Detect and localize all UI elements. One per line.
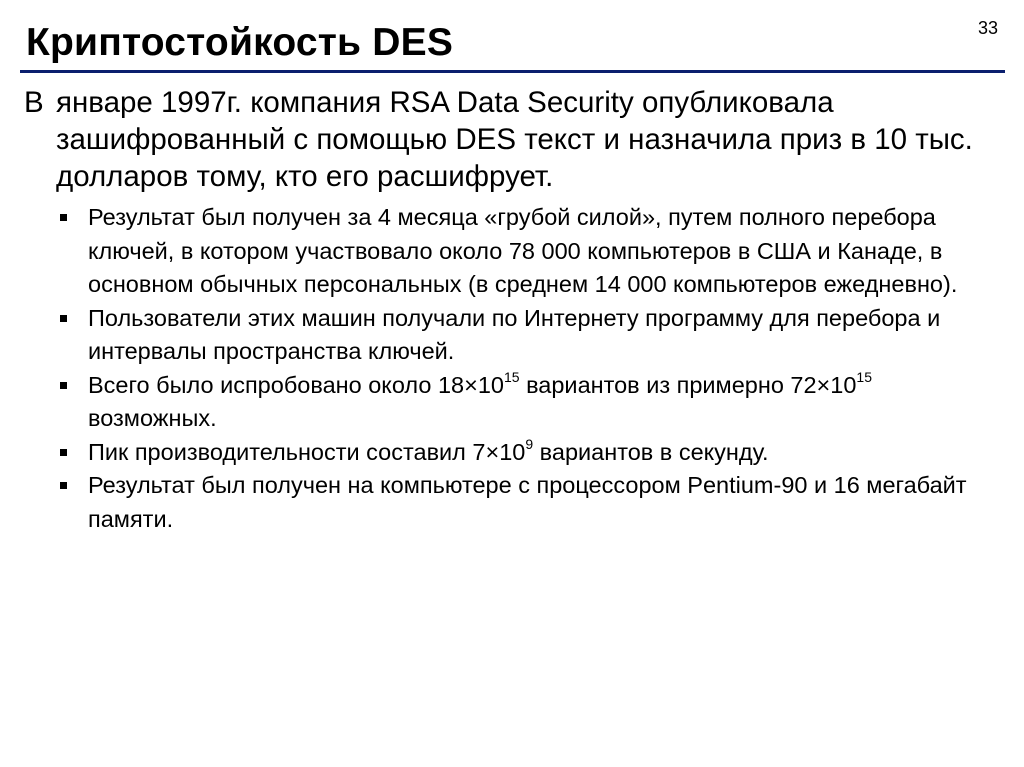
sub-bullet-list (58, 201, 1003, 536)
list-item (58, 369, 1003, 436)
list-item (58, 436, 1003, 470)
main-point (24, 84, 1009, 195)
list-item-text-part: Пик производительности составил 7×10 (88, 438, 526, 465)
exponent: 9 (525, 435, 534, 452)
square-bullet-icon (60, 214, 67, 221)
exponent: 15 (856, 368, 872, 385)
list-item-text-part: вариантов из примерно 72×10 (519, 371, 857, 398)
square-bullet-icon (60, 315, 67, 322)
square-bullet-icon (60, 449, 67, 456)
main-point-lead: В (24, 86, 44, 119)
list-item (58, 469, 1003, 536)
list-item-text: Результат был получен на компьютере с процессором Pentium-90 и 16 мегабайт памяти. (88, 472, 967, 532)
list-item-text-part: Всего было испробовано около 18×10 (88, 371, 504, 398)
slide-title: Криптостойкость DES (26, 21, 454, 64)
main-point-text: январе 1997г. компания RSA Data Security опубликовала зашифрованный с помощью DES текст и назначила приз в 10 тыс. долларов тому, кто его расшифрует. (56, 86, 973, 193)
list-item (58, 201, 1003, 302)
list-item (58, 302, 1003, 369)
exponent: 15 (503, 368, 520, 385)
square-bullet-icon (60, 482, 67, 489)
list-item-text: Пользователи этих машин получали по Интернету программу для перебора и интервалы пространства ключей. (88, 304, 941, 364)
list-item-text: Результат был получен за 4 месяца «грубой силой», путем полного перебора ключей, в котором участвовало около 78 000 компьютеров в США и Канаде, в основном обычных персональных (в среднем 14 000 компьютеров ежедневно). (88, 204, 958, 297)
square-bullet-icon (60, 382, 67, 389)
list-item-text-part: возможных. (88, 405, 217, 431)
slide-number: 33 (977, 18, 998, 38)
title-divider (20, 70, 1005, 73)
list-item-text-part: вариантов в секунду. (533, 438, 769, 465)
